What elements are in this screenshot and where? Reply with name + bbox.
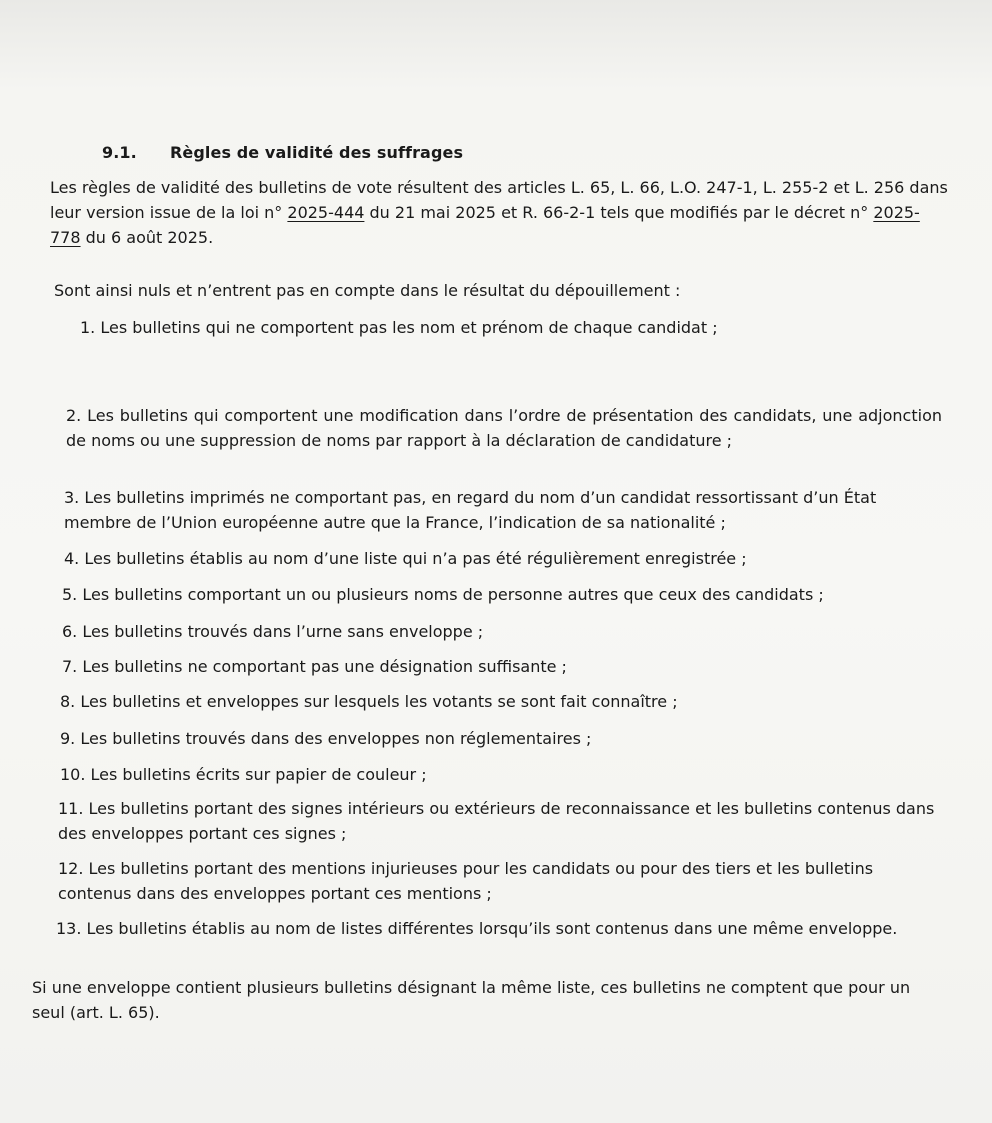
list-lead-text: Sont ainsi nuls et n’entrent pas en compte dans le résultat du dépouillement : (54, 281, 681, 300)
list-item: 2. Les bulletins qui comportent une modification dans l’ordre de présentation des candidats, une adjonction de noms ou une suppression de noms par rapport à la déclaration de candidature ; (66, 406, 942, 450)
closing-note: Si une enveloppe contient plusieurs bulletins désignant la même liste, ces bulletins ne comptent que pour un seul (art. L. 65). (32, 978, 911, 1022)
intro-paragraph (50, 175, 950, 250)
section-heading (102, 143, 463, 162)
intro-text-1: Les règles de validité des bulletins de vote résultent des articles L. 65, L. 66, L.O. 247-1, L. 255-2 et L. 256 dans leur version issue de la loi n° (50, 178, 948, 222)
list-item: 10. Les bulletins écrits sur papier de couleur ; (60, 765, 427, 784)
section-number: 9.1. (102, 143, 137, 162)
list-item: 5. Les bulletins comportant un ou plusieurs noms de personne autres que ceux des candidats ; (62, 585, 824, 604)
list-item: 1. Les bulletins qui ne comportent pas les nom et prénom de chaque candidat ; (80, 318, 718, 337)
section-title: Règles de validité des suffrages (170, 143, 464, 162)
decree-reference-link[interactable]: 2025-778 (50, 203, 920, 247)
law-reference-link[interactable]: 2025-444 (287, 203, 365, 222)
list-item: 4. Les bulletins établis au nom d’une liste qui n’a pas été régulièrement enregistrée ; (64, 549, 747, 568)
list-item: 8. Les bulletins et enveloppes sur lesquels les votants se sont fait connaître ; (60, 692, 678, 711)
list-item: 11. Les bulletins portant des signes intérieurs ou extérieurs de reconnaissance et les bulletins contenus dans des enveloppes portant ces signes ; (58, 799, 935, 843)
list-item: 13. Les bulletins établis au nom de listes différentes lorsqu’ils sont contenus dans une même enveloppe. (56, 919, 898, 938)
list-item: 9. Les bulletins trouvés dans des enveloppes non réglementaires ; (60, 729, 592, 748)
list-item: 7. Les bulletins ne comportant pas une désignation suffisante ; (62, 657, 567, 676)
list-item: 6. Les bulletins trouvés dans l’urne sans enveloppe ; (62, 622, 484, 641)
list-item: 12. Les bulletins portant des mentions injurieuses pour les candidats ou pour des tiers et les bulletins contenus dans des enveloppes portant ces mentions ; (58, 859, 874, 903)
list-item: 3. Les bulletins imprimés ne comportant pas, en regard du nom d’un candidat ressortissant d’un État membre de l’Union européenne autre que la France, l’indication de sa nationalité ; (64, 488, 877, 532)
intro-text-2: du 21 mai 2025 et R. 66-2-1 tels que modifiés par le décret n° (364, 203, 874, 222)
intro-text-3: du 6 août 2025. (80, 228, 214, 247)
